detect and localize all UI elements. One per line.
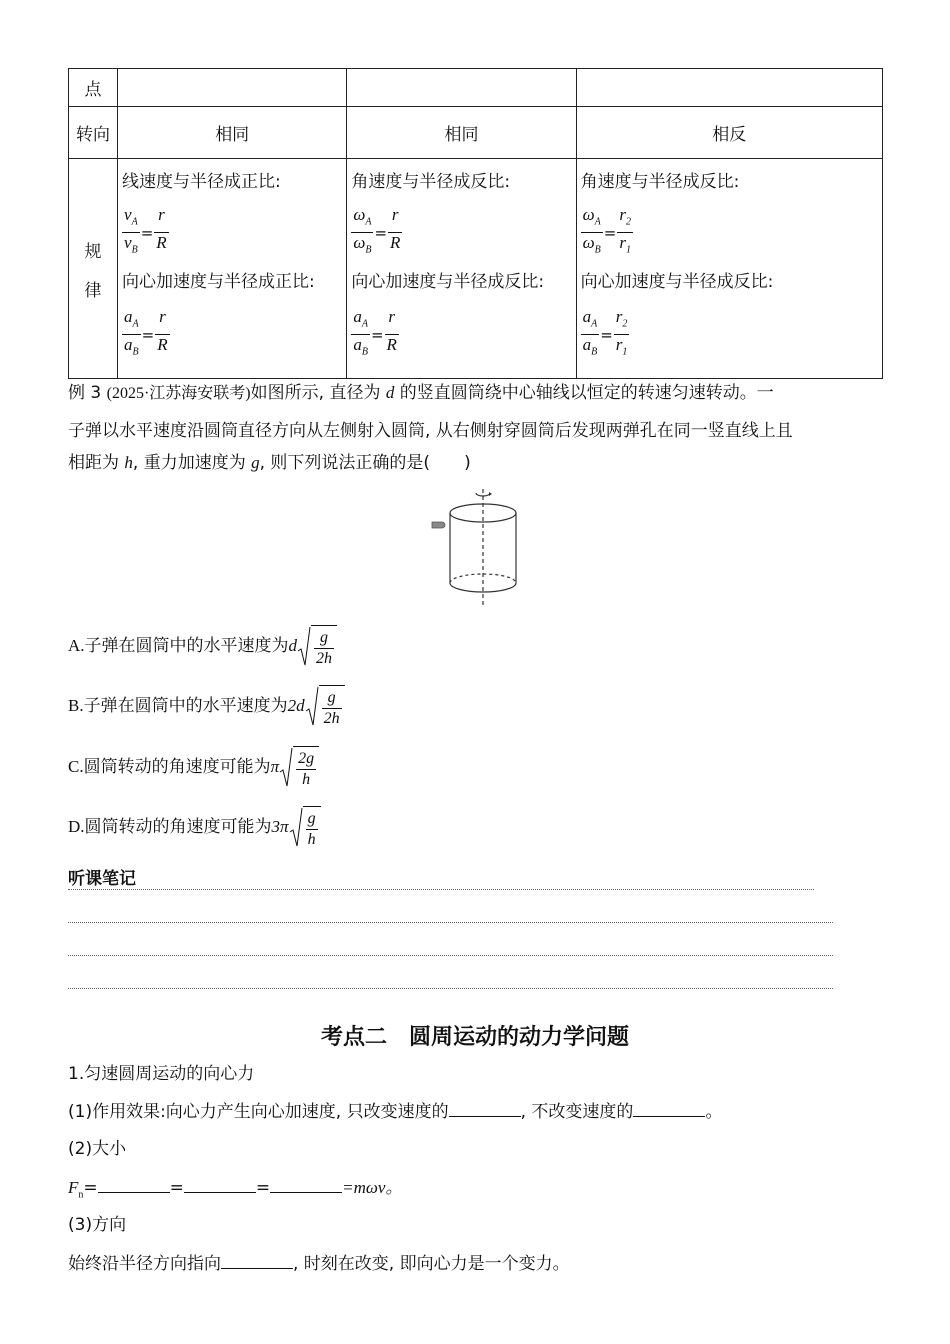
section-title: 考点二 圆周运动的动力学问题	[320, 1025, 629, 1050]
notes-line	[68, 955, 833, 956]
rotating-cylinder-figure	[428, 485, 528, 610]
direction-cell: 相同	[347, 107, 576, 159]
fraction: $\frac{\omega_A}{\omega_B}$	[582, 205, 601, 256]
row-label-rule: 规 律	[69, 159, 118, 379]
table-row-direction	[69, 107, 883, 159]
example-line-1: 例 3 (2025·江苏海安联考)如图所示, 直径为 d 的竖直圆筒绕中心轴线以恒定的转速匀速转动。一	[68, 383, 774, 403]
sqrt-expression: $\frac{g}{2h}$	[305, 685, 345, 729]
fraction: $\frac{a_A}{a_B}$	[582, 306, 598, 358]
radical-icon	[297, 627, 311, 667]
radical-icon	[289, 808, 303, 848]
option-b[interactable]: B.子弹在圆筒中的水平速度为2d $\frac{g}{2h}$	[68, 685, 345, 729]
answer-blank[interactable]	[633, 1100, 705, 1117]
table-row-rule	[69, 159, 883, 379]
rule-text: 向心加速度与半径成反比:	[351, 271, 545, 292]
answer-blank[interactable]	[184, 1176, 256, 1193]
ratio-formula: $\frac{a_A}{a_B}$ = $\frac{r}{R}$	[351, 307, 575, 363]
force-formula: $F_n=$ = = =mωv。	[68, 1178, 403, 1201]
answer-blank[interactable]	[270, 1176, 342, 1193]
fraction: $\frac{r_2}{r_1}$	[619, 205, 631, 256]
rule-text: 角速度与半径成反比:	[351, 172, 511, 192]
table-row-point	[69, 69, 883, 107]
section-item-1: 1.匀速圆周运动的向心力	[68, 1064, 255, 1084]
fraction: $\frac{r}{R}$	[156, 205, 167, 253]
option-c[interactable]: C.圆筒转动的角速度可能为π $\frac{2g}{h}$	[68, 746, 319, 790]
rule-text: 线速度与半径成正比:	[122, 172, 281, 192]
rule-text: 角速度与半径成反比:	[580, 172, 740, 192]
section-item-1a: (1)作用效果:向心力产生向心加速度, 只改变速度的 , 不改变速度的 。	[68, 1102, 723, 1122]
ratio-formula: $\frac{\omega_A}{\omega_B}$ = $\frac{r}{R}$	[351, 205, 575, 261]
example-line-3: 相距为 h, 重力加速度为 g, 则下列说法正确的是( )	[68, 453, 471, 473]
section-item-3a: 始终沿半径方向指向 , 时刻在改变, 即向心力是一个变力。	[68, 1254, 570, 1274]
notes-line	[68, 988, 833, 989]
rule-cell	[118, 159, 347, 379]
section-item-2: (2)大小	[68, 1139, 127, 1159]
bullet-icon	[432, 522, 445, 528]
sqrt-expression: $\frac{g}{2h}$	[297, 625, 337, 669]
notes-line	[68, 922, 833, 923]
fraction: $\frac{r}{R}$	[390, 205, 401, 253]
fraction: $\frac{r_2}{r_1}$	[615, 306, 628, 358]
sqrt-expression: $\frac{g}{h}$	[289, 806, 321, 850]
direction-cell: 相反	[576, 107, 882, 159]
row-label-point: 点	[69, 69, 118, 107]
section-item-3: (3)方向	[68, 1215, 127, 1235]
option-a[interactable]: A.子弹在圆筒中的水平速度为d $\frac{g}{2h}$	[68, 625, 337, 669]
example-line-2: 子弹以水平速度沿圆筒直径方向从左侧射入圆筒, 从右侧射穿圆筒后发现两弹孔在同一竖直线上且	[68, 421, 793, 441]
rule-cell	[576, 159, 882, 379]
fraction: $\frac{r}{R}$	[386, 306, 397, 355]
fraction: $\frac{v_A}{v_B}$	[124, 205, 138, 256]
fraction: $\frac{a_A}{a_B}$	[353, 306, 368, 358]
rule-text: 向心加速度与半径成反比:	[580, 271, 774, 292]
fraction: $\frac{a_A}{a_B}$	[124, 306, 139, 358]
comparison-table	[68, 68, 883, 379]
rule-cell	[347, 159, 576, 379]
ratio-formula: $\frac{\omega_A}{\omega_B}$ = $\frac{r_2}{r_1}$	[581, 205, 882, 261]
fraction: $\frac{\omega_A}{\omega_B}$	[353, 205, 372, 256]
notes-title: 听课笔记	[68, 869, 136, 889]
fraction: $\frac{r}{R}$	[157, 306, 168, 355]
radical-icon	[305, 687, 319, 727]
option-d[interactable]: D.圆筒转动的角速度可能为3π $\frac{g}{h}$	[68, 806, 321, 850]
direction-cell: 相同	[118, 107, 347, 159]
ratio-formula: $\frac{a_A}{a_B}$ = $\frac{r_2}{r_1}$	[581, 307, 882, 363]
rotation-arrow-icon	[489, 492, 492, 496]
ratio-formula: $\frac{v_A}{v_B}$ = $\frac{r}{R}$	[122, 205, 346, 261]
notes-line	[68, 889, 814, 890]
sqrt-expression: $\frac{2g}{h}$	[279, 746, 319, 790]
rule-text: 向心加速度与半径成正比:	[122, 271, 315, 292]
answer-blank[interactable]	[98, 1176, 170, 1193]
answer-blank[interactable]	[449, 1100, 521, 1117]
ratio-formula: $\frac{a_A}{a_B}$ = $\frac{r}{R}$	[122, 307, 346, 363]
radical-icon	[279, 748, 293, 788]
answer-blank[interactable]	[221, 1252, 293, 1269]
row-label-direction: 转向	[69, 107, 118, 159]
